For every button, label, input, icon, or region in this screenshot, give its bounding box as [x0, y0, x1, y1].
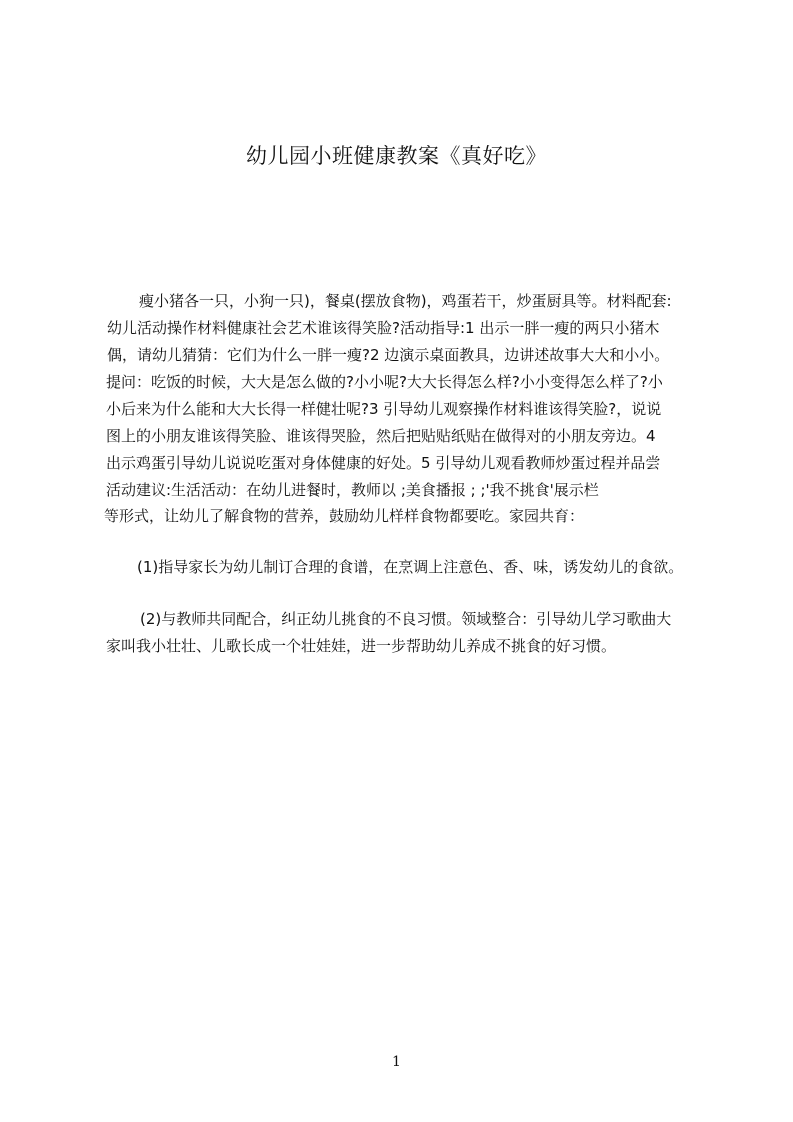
paragraph-parent-guidance: (1)指导家长为幼儿制订合理的食谱，在烹调上注意色、香、味，诱发幼儿的食欲。: [137, 558, 684, 576]
document-title: 幼儿园小班健康教案《真好吃》: [246, 144, 547, 168]
body-line-5: 小后来为什么能和大大长得一样健壮呢?3 引导幼儿观察操作材料谁该得笑脸?，说说: [106, 400, 662, 418]
body-line-6: 图上的小朋友谁该得笑脸、谁该得哭脸，然后把贴贴纸贴在做得对的小朋友旁边。4: [106, 427, 656, 445]
body-line-3: 偶，请幼儿猜猜：它们为什么一胖一瘦?2 边演示桌面教具，边讲述故事大大和小小。: [107, 346, 670, 364]
body-line-8: 活动建议:生活活动：在幼儿进餐时，教师以 ;美食播报 ; ;'我不挑食'展示栏: [106, 481, 599, 499]
body-line-2: 幼儿活动操作材料健康社会艺术谁该得笑脸?活动指导:1 出示一胖一瘦的两只小猪木: [107, 319, 660, 337]
paragraph-cooperation-line-1: (2)与教师共同配合，纠正幼儿挑食的不良习惯。领域整合：引导幼儿学习歌曲大: [140, 610, 672, 628]
body-line-1: 瘦小猪各一只，小狗一只)，餐桌(摆放食物)，鸡蛋若干，炒蛋厨具等。材料配套:: [139, 292, 672, 310]
body-line-9: 等形式，让幼儿了解食物的营养，鼓励幼儿样样食物都要吃。家园共育：: [104, 507, 585, 525]
body-line-4: 提问：吃饭的时候，大大是怎么做的?小小呢?大大长得怎么样?小小变得怎么样了?小: [106, 373, 663, 391]
paragraph-cooperation-line-2: 家叫我小壮壮、儿歌长成一个壮娃娃，进一步帮助幼儿养成不挑食的好习惯。: [106, 637, 617, 655]
body-line-7: 出示鸡蛋引导幼儿说说吃蛋对身体健康的好处。5 引导幼儿观看教师炒蛋过程并品尝: [106, 454, 661, 472]
page-number: 1: [392, 1054, 401, 1070]
